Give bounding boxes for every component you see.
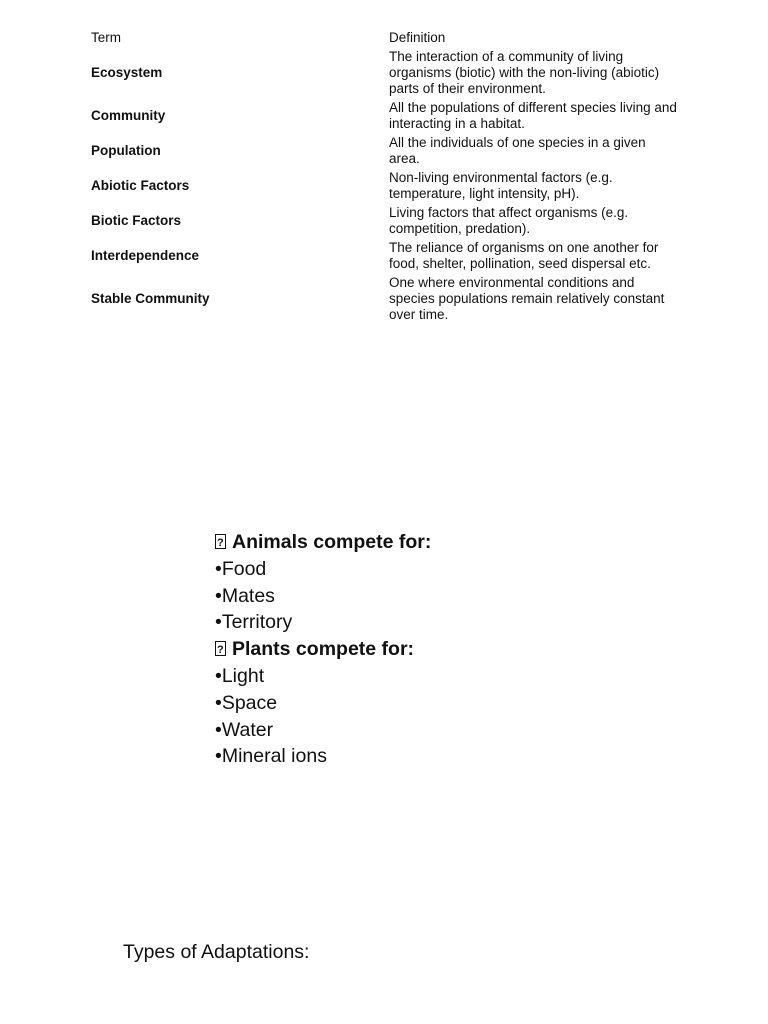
glossary-row-population [91,135,691,167]
glossary-row-ecosystem [91,49,691,97]
term-cell: Ecosystem [91,65,163,80]
glossary-row-biotic-factors [91,205,691,237]
glossary-row-stable-community [91,275,691,323]
list-item: •Food [215,557,267,580]
definition-cell: One where environmental conditions and species populations remain relatively constant over time. [389,275,665,322]
plants-heading [215,636,431,663]
list-item: •Water [215,718,274,741]
list-item: •Mineral ions [215,745,327,768]
term-cell: Interdependence [91,248,200,263]
animals-heading-text: Animals compete for: [232,531,432,553]
term-column-header: Term [91,30,121,45]
adaptations-heading: Types of Adaptations: [123,941,310,963]
list-item: •Space [215,691,278,714]
definition-cell: Living factors that affect organisms (e.g. competition, predation). [389,205,629,236]
missing-glyph-icon [215,641,226,656]
missing-glyph-icon [215,534,226,549]
glossary-row-interdependence [91,240,691,272]
list-item: •Mates [215,584,275,607]
term-cell: Population [91,143,161,158]
glossary-row-abiotic-factors [91,170,691,202]
definition-cell: Non-living environmental factors (e.g. temperature, light intensity, pH). [389,170,613,201]
definition-cell: All the individuals of one species in a given area. [389,135,646,166]
term-cell: Stable Community [91,291,210,306]
competition-list [215,529,431,770]
definition-cell: The reliance of organisms on one another for food, shelter, pollination, seed dispersal etc. [389,240,659,271]
definition-cell: The interaction of a community of living organisms (biotic) with the non-living (abiotic) parts of their environment. [389,49,660,96]
definition-cell: All the populations of different species living and interacting in a habitat. [389,100,677,131]
list-item: •Territory [215,611,293,634]
definition-column-header: Definition [389,30,446,45]
plants-heading-text: Plants compete for: [232,638,415,661]
glossary-header-row [91,30,691,46]
term-cell: Community [91,108,166,123]
glossary-table [91,30,691,323]
glossary-row-community [91,100,691,132]
animals-heading [215,529,431,556]
list-item: •Light [215,664,265,687]
term-cell: Biotic Factors [91,213,182,228]
term-cell: Abiotic Factors [91,178,190,193]
